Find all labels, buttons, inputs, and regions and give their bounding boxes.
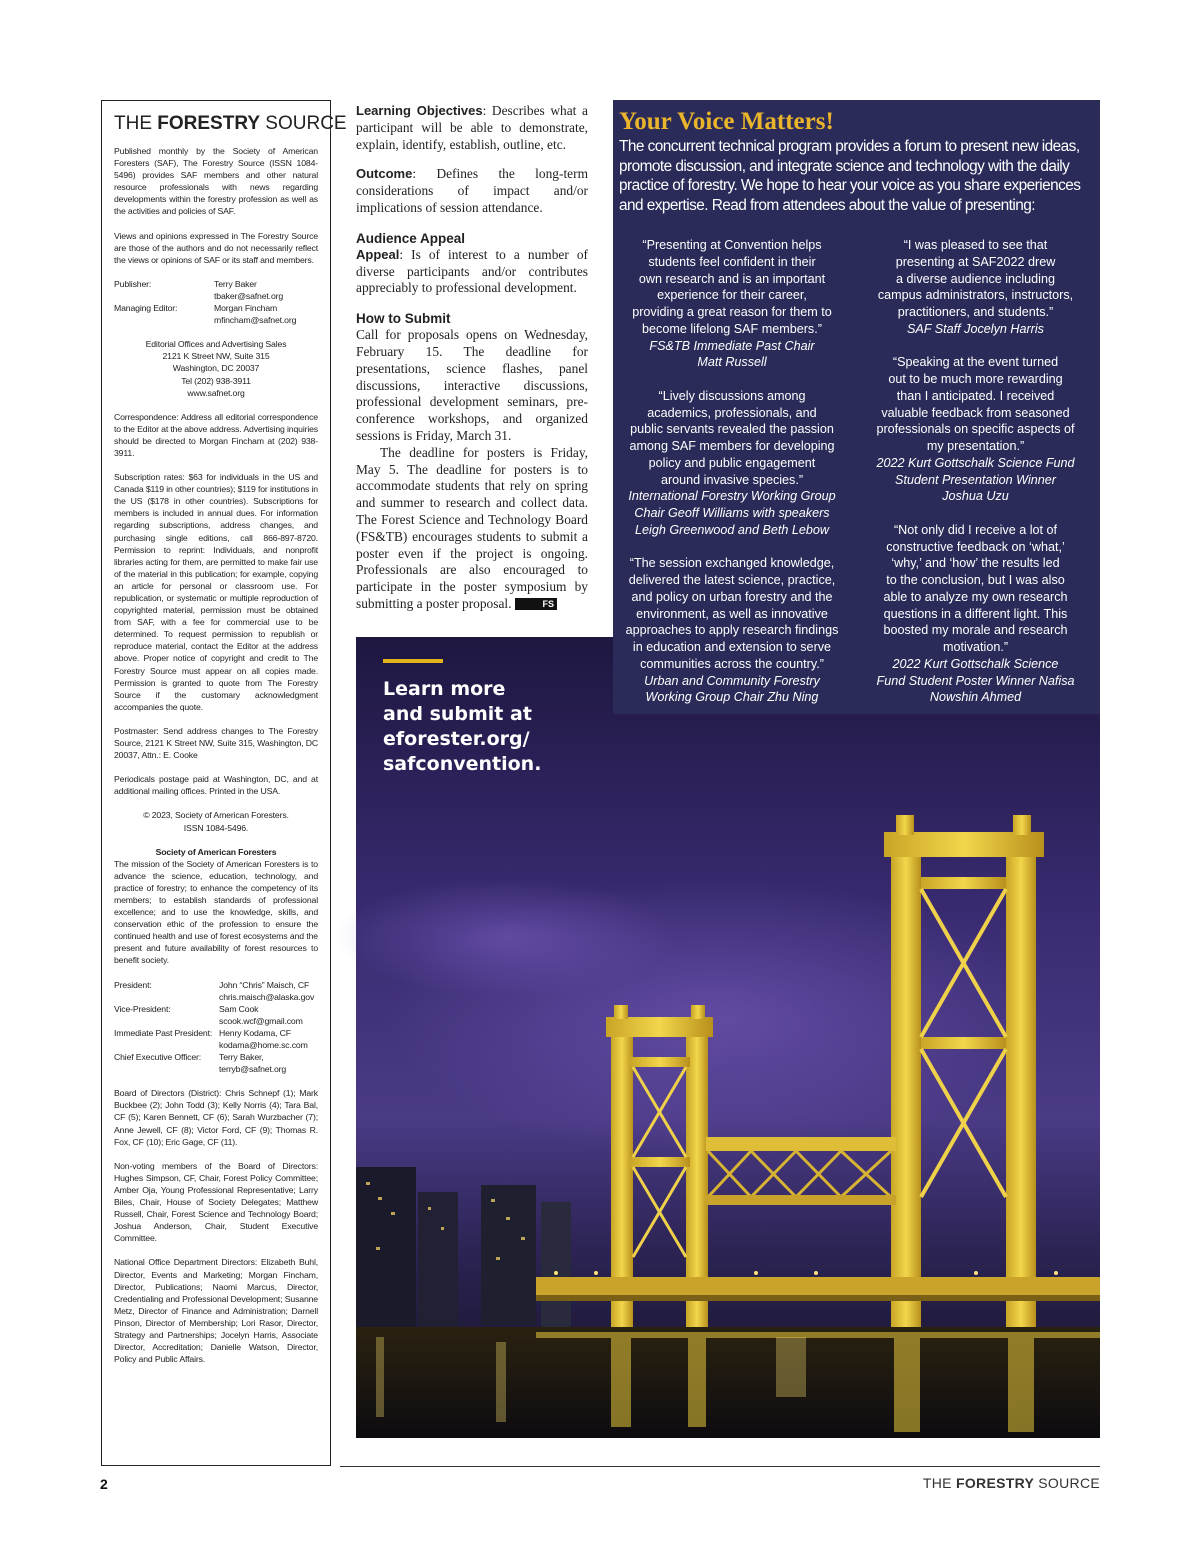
offices-line: 2121 K Street NW, Suite 315: [162, 351, 270, 362]
testimonial: [851, 237, 1100, 338]
offices-line: Tel (202) 938-3911: [181, 375, 251, 386]
masthead-title-post: SOURCE: [260, 113, 347, 134]
masthead-views: Views and opinions expressed in The Forestry Source are those of the authors and do not necessarily reflect the views or opinions of SAF or its staff and members.: [114, 230, 318, 265]
promo-line: Learn more: [383, 678, 506, 700]
officer-email[interactable]: scook.wcf@gmail.com: [219, 1015, 303, 1026]
outcome-text: : Defines the long-term considerations of impact and/or implications of session attendance.: [356, 166, 588, 215]
publisher-email[interactable]: tbaker@safnet.org: [214, 290, 284, 301]
nonvoting-members: Non-voting members of the Board of Directors: Hughes Simpson, CF, Chair, Forest Policy Committee; Amber Oja, Young Professional Representative; Larry Biles, Chair, House of Society Delegates; Matthew Russell, Chair, Forest Science and Technology Board; Joshua Anderson, Chair, Student Executive Committee.: [114, 1160, 318, 1244]
voice-matters-box: [613, 100, 1100, 714]
issn-line: ISSN 1084-5496.: [183, 822, 249, 833]
promo-url-line[interactable]: safconvention.: [383, 753, 542, 775]
outcome-label: Outcome: [356, 166, 413, 182]
promo-line: and submit at: [383, 703, 532, 725]
testimonial: [613, 237, 851, 371]
offices-line: Editorial Offices and Advertising Sales: [145, 339, 287, 350]
submit-paragraph-1: Call for proposals opens on Wednesday, February 15. The deadline for presentations, science flashes, panel discussions, interactive discussions, professional development seminars, pre-conference workshops, and organized sessions is Friday, March 31.: [356, 327, 588, 443]
board-of-directors: Board of Directors (District): Chris Schnepf (1); Mark Buckbee (2); John Todd (3); Kelly Norris (4); Tara Bal, CF (5); Karen Bennett, CF (6); Sarah Wurzbacher (7); Anne Jewell, CF (8); Victor Ford, CF (9); Thomas R. Fox, CF (10); Eric Gage, CF (11).: [114, 1088, 318, 1147]
testimonial-attribution: 2022 Kurt Gottschalk Science Fund Student Poster Winner Nafisa Nowshin Ahmed: [876, 656, 1075, 705]
testimonial-quote: “Presenting at Convention helps students feel confident in their own research and is an important experience for their career, providing a great reason for them to become lifelong SAF members.”: [632, 238, 832, 336]
offices-website[interactable]: www.safnet.org: [187, 387, 245, 398]
officer-email[interactable]: terryb@safnet.org: [219, 1064, 287, 1075]
testimonial-quote: “Lively discussions among academics, professionals, and public servants revealed the passion among SAF members for developing policy and public engagement around invasive species.”: [629, 388, 835, 487]
appeal-label: Appeal: [356, 246, 400, 262]
editor-label: Managing Editor:: [114, 303, 178, 314]
testimonial-attribution: SAF Staff Jocelyn Harris: [907, 321, 1044, 336]
promo-accent-rule: [383, 659, 443, 663]
testimonial-quote: “The session exchanged knowledge, delivered the latest science, practice, and policy on urban forestry and the environment, as well as innovative approaches to apply research findings in education and extension to serve communities across the country.”: [625, 556, 839, 671]
officer-label: President:: [114, 979, 152, 990]
footer-title-pre: THE: [922, 1475, 956, 1491]
testimonial-attribution: FS&TB Immediate Past Chair Matt Russell: [649, 338, 815, 370]
editorial-offices: [114, 338, 318, 398]
testimonial-attribution: 2022 Kurt Gottschalk Science Fund Student Presentation Winner Joshua Uzu: [876, 455, 1075, 504]
editor-email-row: [114, 314, 318, 326]
voice-intro: The concurrent technical program provides a forum to present new ideas, promote discussion, and integrate science and technology with the daily practice of forestry. We hope to hear your voice as you share experiences and expertise. Read from attendees about the value of presenting:: [619, 138, 1081, 214]
promo-photo: [356, 637, 1100, 1438]
testimonial-attribution: Urban and Community Forestry Working Group Chair Zhu Ning: [644, 673, 820, 705]
footer-title-strong: FORESTRY: [956, 1475, 1035, 1491]
article-column: [356, 103, 588, 626]
officer-name: Sam Cook: [219, 1003, 259, 1014]
officer-name: Henry Kodama, CF: [219, 1027, 291, 1038]
testimonial: [613, 555, 851, 706]
officer-email[interactable]: chris.maisch@alaska.gov: [219, 991, 315, 1002]
end-of-story-badge: FS: [515, 598, 557, 610]
page-number: 2: [100, 1476, 108, 1492]
publisher-name: Terry Baker: [214, 278, 257, 289]
officer-email[interactable]: kodama@home.sc.com: [219, 1040, 308, 1050]
footer-publication-title: [923, 1475, 1100, 1491]
appeal-text: : Is of interest to a number of diverse participants and/or contributes appreciably to professional development.: [356, 246, 588, 296]
testimonial: [851, 354, 1100, 505]
testimonial-columns: [613, 237, 1100, 706]
testimonial-quote: “Speaking at the event turned out to be much more rewarding than I anticipated. I received valuable feedback from seasoned professionals on specific aspects of my presentation.”: [876, 355, 1075, 453]
masthead-title-strong: FORESTRY: [157, 113, 261, 134]
officer-label: Vice-President:: [114, 1003, 171, 1014]
outcome-paragraph: [356, 166, 588, 216]
footer-title-post: SOURCE: [1034, 1475, 1100, 1491]
voice-title: Your Voice Matters!: [619, 108, 834, 135]
testimonial: [613, 388, 851, 539]
publisher-row: [114, 278, 318, 290]
promo-url-line[interactable]: eforester.org/: [383, 728, 530, 750]
submit-paragraph-2: [356, 445, 588, 613]
learning-objectives-text: : Describes what a participant will be able to demonstrate, explain, identify, establish, outline, etc.: [356, 103, 588, 152]
national-office-directors: National Office Department Directors: Elizabeth Buhl, Director, Events and Marketing; Morgan Fincham, Director, Publications; Naomi Marcus, Director, Credentialing and Professional Development; Susanne Metz, Director of Finance and Administration; Darnell Pinson, Director of Membership; Lori Rasor, Director, Strategy and Partnerships; Jocelyn Harris, Associate Director, Accreditation; Danielle Watson, Director, Policy and Public Affairs.: [114, 1257, 318, 1365]
testimonial-quote: “I was pleased to see that presenting at SAF2022 drew a diverse audience including campus administrators, instructors, practitioners, and students.”: [877, 238, 1074, 319]
testimonial-column-left: [613, 237, 851, 706]
submit-paragraph-2-text: The deadline for posters is Friday, May 5. The deadline for posters is to accommodate students that rely on spring and summer to research and collect data. The Forest Science and Technology Board (FS&TB) encourages students to submit a poster even if the project is ongoing. Professionals are also encouraged to participate in the poster symposium by submitting a poster proposal.: [356, 444, 588, 611]
officer-label: Immediate Past President:: [114, 1027, 213, 1038]
how-to-submit-heading: How to Submit: [356, 311, 451, 327]
masthead-box: [101, 100, 347, 1466]
footer-rule: [340, 1466, 1100, 1467]
testimonial-quote: “Not only did I receive a lot of constructive feedback on ‘what,’ ‘why,’ and ‘how’ the results led to the conclusion, but I was also able to analyze my own research questions in a different light. This boosted my morale and research motivation.”: [883, 522, 1068, 654]
copyright-line: © 2023, Society of American Foresters.: [143, 810, 289, 821]
learning-objectives-label: Learning Objectives: [356, 103, 483, 118]
society-heading: Society of American Foresters: [155, 846, 277, 857]
publisher-label: Publisher:: [114, 278, 152, 289]
editor-row: [114, 302, 318, 314]
testimonial-attribution: International Forestry Working Group Chair Geoff Williams with speakers Leigh Greenwood and Beth Lebow: [628, 489, 836, 537]
editor-email[interactable]: mfincham@safnet.org: [214, 315, 297, 326]
masthead-correspondence: Correspondence: Address all editorial correspondence to the Editor at the above address. Advertising inquiries should be directed to Morgan Fincham at (202) 938-3911.: [114, 411, 318, 458]
masthead-subscription: Subscription rates: $63 for individuals in the US and Canada $119 in other countries); $119 for institutions in the US ($178 in other countries). Subscriptions for members is included in annual dues. For information regarding subscriptions, address changes, and purchasing single editions, call 866-897-8720. Permission to reprint: Individuals, and nonprofit libraries acting for them, are permitted to make fair use of the material in this publication; for example, copying an article for personal or classroom use. For republication, or systematic or multiple reproduction of copyrighted material, permission must be obtained from SAF, with a fee for commercial use to be determined. To request permission to republish or reproduce material, contact the Editor at the address above. Proper notice of copyright and credit to The Forestry Source must appear on all copies made. Permission is granted to quote from The Forestry Source if the customary acknowledgment accompanies the quote.: [114, 472, 318, 712]
officer-name: Terry Baker,: [219, 1052, 264, 1063]
masthead-about: Published monthly by the Society of American Foresters (SAF), The Forestry Source (ISSN 1084-5496) provides SAF members and other natural resource professionals with news regarding developments within the forestry profession as well as the activities and policies of SAF.: [114, 146, 318, 217]
officer-row: [114, 1051, 318, 1075]
copyright: [114, 809, 318, 833]
offices-line: Washington, DC 20037: [172, 363, 260, 374]
publisher-email-row: [114, 290, 318, 302]
learning-objectives-paragraph: [356, 103, 588, 153]
promo-call-to-action[interactable]: [383, 677, 583, 777]
officer-row: [114, 1003, 318, 1027]
appeal-paragraph: [356, 247, 588, 297]
testimonial-column-right: [851, 237, 1100, 706]
masthead-postmaster: Postmaster: Send address changes to The Forestry Source, 2121 K Street NW, Suite 315, Washington, DC 20037, Attn.: E. Cooke: [114, 725, 318, 761]
masthead-periodicals: Periodicals postage paid at Washington, DC, and at additional mailing offices. Printed in the USA.: [114, 774, 318, 797]
officer-label: Chief Executive Officer:: [114, 1052, 202, 1063]
officer-name: John “Chris” Maisch, CF: [219, 979, 310, 990]
audience-appeal-heading: Audience Appeal: [356, 230, 466, 246]
editor-name: Morgan Fincham: [214, 303, 278, 314]
masthead-title: [114, 113, 347, 135]
society-mission: The mission of the Society of American Foresters is to advance the science, education, technology, and practice of forestry; to enhance the competency of its members; to establish standards of professional excellence; and to use the knowledge, skills, and conservation ethic of the profession to ensure the continued health and use of forest ecosystems and the present and future availability of forest resources to benefit society.: [114, 858, 318, 966]
officer-row: [114, 979, 318, 1003]
masthead-title-pre: THE: [114, 113, 158, 134]
testimonial: [851, 522, 1100, 706]
officer-row: [114, 1027, 318, 1051]
